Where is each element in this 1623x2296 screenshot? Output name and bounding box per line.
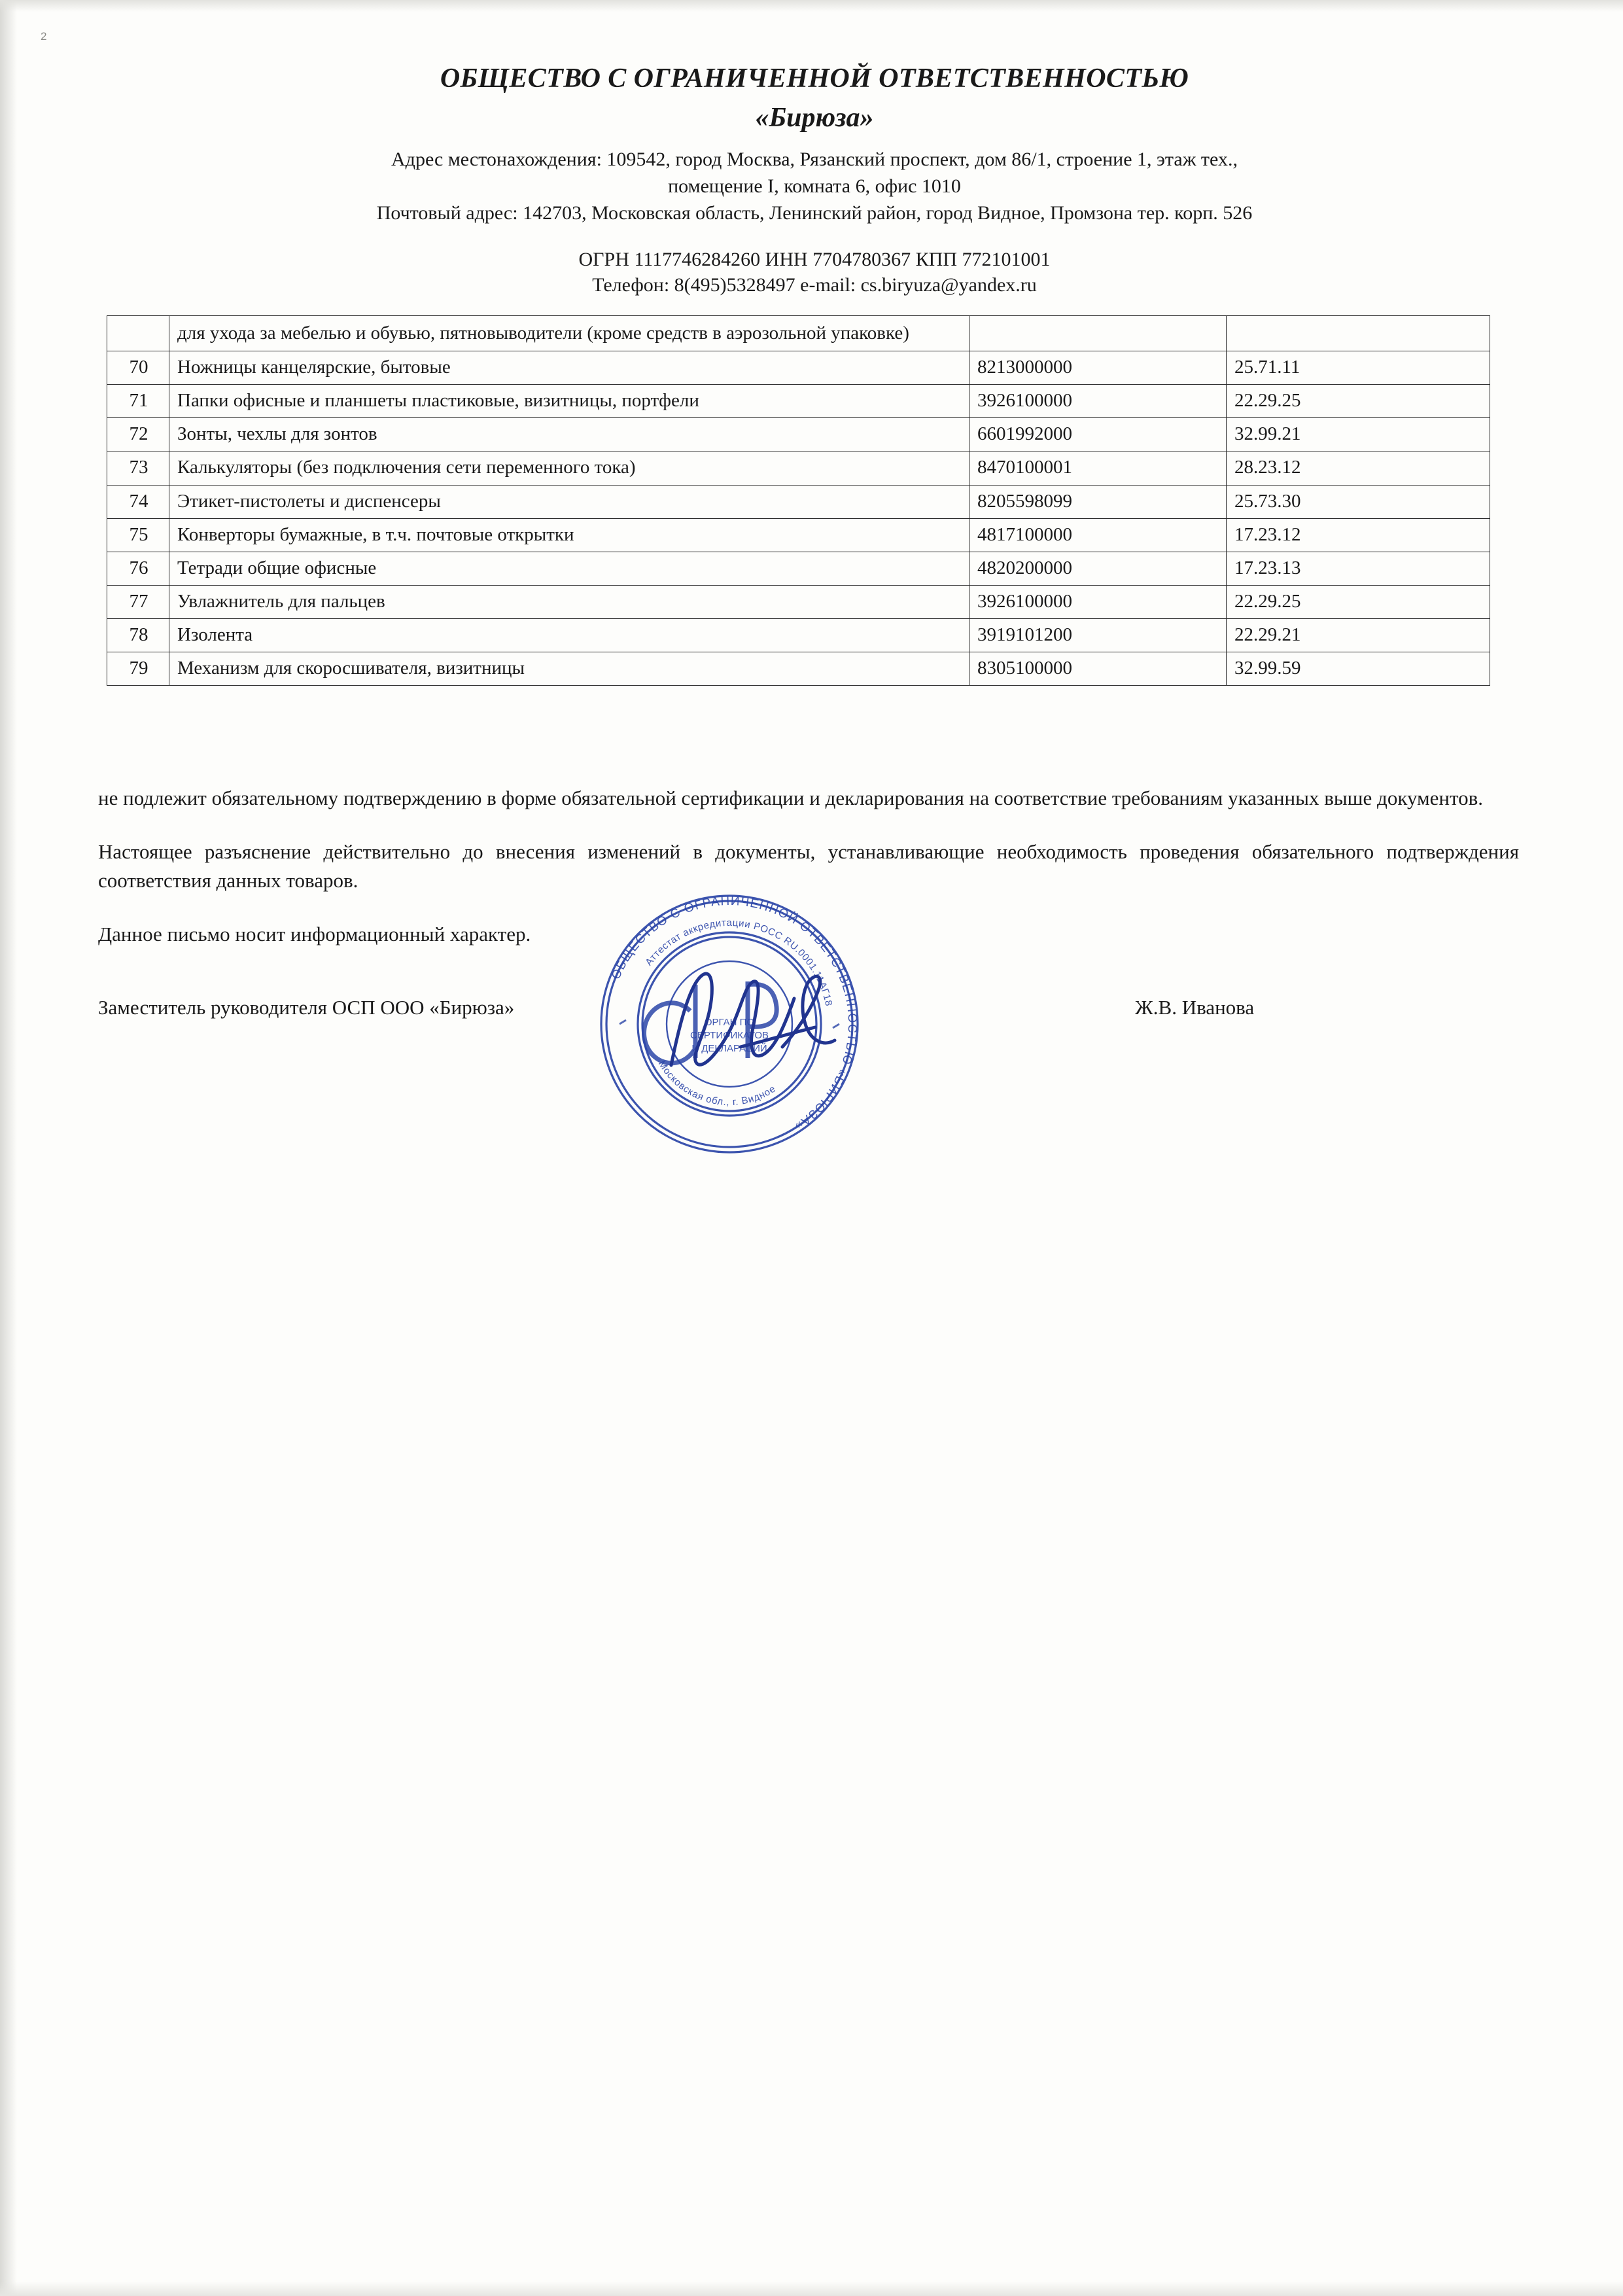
paragraph-3: Данное письмо носит информационный характер. xyxy=(98,923,531,946)
cell-name: для ухода за мебелью и обувью, пятновыводители (кроме средств в аэрозольной упаковке) xyxy=(169,315,969,351)
table-row xyxy=(107,518,1490,552)
cell-okpd: 22.29.21 xyxy=(1227,618,1490,652)
cell-number xyxy=(107,315,169,351)
cell-number: 77 xyxy=(107,585,169,618)
body-text xyxy=(98,784,1531,949)
goods-table-body xyxy=(107,315,1490,685)
cell-code: 8305100000 xyxy=(969,652,1227,686)
cell-okpd: 17.23.13 xyxy=(1227,552,1490,585)
cell-name: Папки офисные и планшеты пластиковые, визитницы, портфели xyxy=(169,385,969,418)
cell-code: 8205598099 xyxy=(969,485,1227,518)
address-line-2: помещение I, комната 6, офис 1010 xyxy=(668,175,961,197)
signatory-name: Ж.В. Иванова xyxy=(1135,996,1255,1019)
cell-okpd: 25.71.11 xyxy=(1227,351,1490,385)
contact-details: Телефон: 8(495)5328497 e-mail: cs.biryuza@yandex.ru xyxy=(592,274,1037,296)
company-registration xyxy=(98,247,1531,298)
cell-code: 3919101200 xyxy=(969,618,1227,652)
svg-text:Московская обл., г. Видное xyxy=(656,1059,778,1108)
stamp-bottom-text: Московская обл., г. Видное xyxy=(655,1058,778,1108)
cell-number: 73 xyxy=(107,451,169,485)
cell-okpd: 25.73.30 xyxy=(1227,485,1490,518)
scan-artifact-mark: 2 xyxy=(41,30,47,43)
address-line-1: Адрес местонахождения: 109542, город Москва, Рязанский проспект, дом 86/1, строение 1, этаж тех., xyxy=(391,148,1238,170)
cell-okpd: 17.23.12 xyxy=(1227,518,1490,552)
cell-number: 70 xyxy=(107,351,169,385)
cell-name: Зонты, чехлы для зонтов xyxy=(169,418,969,451)
company-type: ОБЩЕСТВО С ОГРАНИЧЕННОЙ ОТВЕТСТВЕННОСТЬЮ xyxy=(440,63,1189,94)
cell-name: Конверторы бумажные, в т.ч. почтовые открытки xyxy=(169,518,969,552)
cell-code: 6601992000 xyxy=(969,418,1227,451)
cell-okpd xyxy=(1227,315,1490,351)
cell-okpd: 32.99.21 xyxy=(1227,418,1490,451)
table-row xyxy=(107,418,1490,451)
document-content xyxy=(98,62,1531,1042)
table-row xyxy=(107,585,1490,618)
cell-name: Механизм для скоросшивателя, визитницы xyxy=(169,652,969,686)
stamp-center-line-3: И ДЕКЛАРАЦИЙ xyxy=(691,1043,767,1054)
cell-name: Калькуляторы (без подключения сети переменного тока) xyxy=(169,451,969,485)
cell-code: 4820200000 xyxy=(969,552,1227,585)
cell-code: 3926100000 xyxy=(969,385,1227,418)
table-row xyxy=(107,618,1490,652)
table-row xyxy=(107,552,1490,585)
cell-number: 76 xyxy=(107,552,169,585)
stamp-center-line-1: ОРГАН ПО xyxy=(704,1017,755,1028)
paragraph-1: не подлежит обязательному подтверждению в форме обязательной сертификации и декларирования на соответствие требованиям указанных выше документов. xyxy=(98,786,1484,810)
cell-code: 8470100001 xyxy=(969,451,1227,485)
letterhead xyxy=(98,62,1531,298)
cell-name: Тетради общие офисные xyxy=(169,552,969,585)
signatory-position: Заместитель руководителя ОСП ООО «Бирюза» xyxy=(98,996,515,1019)
table-row xyxy=(107,451,1490,485)
cell-number: 74 xyxy=(107,485,169,518)
scan-edge-shadow-bottom xyxy=(0,2282,1623,2296)
table-row xyxy=(107,385,1490,418)
cell-code xyxy=(969,315,1227,351)
scan-edge-shadow-top xyxy=(0,0,1623,12)
cell-number: 79 xyxy=(107,652,169,686)
stamp-outer-text: ОБЩЕСТВО С ОГРАНИЧЕННОЙ ОТВЕТСТВЕННОСТЬЮ «БИРЮЗА» xyxy=(608,894,860,1134)
scan-edge-shadow-left xyxy=(0,0,17,2296)
cell-number: 78 xyxy=(107,618,169,652)
cell-name: Изолента xyxy=(169,618,969,652)
cell-name: Этикет-пистолеты и диспенсеры xyxy=(169,485,969,518)
registration-numbers: ОГРН 1117746284260 ИНН 7704780367 КПП 772101001 xyxy=(578,248,1051,270)
cell-okpd: 22.29.25 xyxy=(1227,585,1490,618)
company-name: «Бирюза» xyxy=(755,103,874,133)
table-row xyxy=(107,485,1490,518)
cell-number: 71 xyxy=(107,385,169,418)
table-row xyxy=(107,351,1490,385)
cell-name: Увлажнитель для пальцев xyxy=(169,585,969,618)
cell-code: 4817100000 xyxy=(969,518,1227,552)
cell-number: 72 xyxy=(107,418,169,451)
cell-name: Ножницы канцелярские, бытовые xyxy=(169,351,969,385)
table-row xyxy=(107,315,1490,351)
company-address xyxy=(98,147,1531,226)
cell-okpd: 32.99.59 xyxy=(1227,652,1490,686)
signature-block xyxy=(98,996,1531,1042)
goods-table xyxy=(107,315,1490,686)
cell-number: 75 xyxy=(107,518,169,552)
cell-okpd: 22.29.25 xyxy=(1227,385,1490,418)
table-row xyxy=(107,652,1490,686)
cell-okpd: 28.23.12 xyxy=(1227,451,1490,485)
address-line-3: Почтовый адрес: 142703, Московская область, Ленинский район, город Видное, Промзона тер. корп. 526 xyxy=(376,202,1253,224)
cell-code: 8213000000 xyxy=(969,351,1227,385)
cell-code: 3926100000 xyxy=(969,585,1227,618)
paragraph-2: Настоящее разъяснение действительно до внесения изменений в документы, устанавливающие необходимость проведения обязательного подтверждения соответствия данных товаров. xyxy=(98,840,1519,892)
stamp-inner-text: Аттестат аккредитации РОСС RU.0001.11АГ18 xyxy=(643,917,835,1008)
stamp-center-line-2: СЕРТИФИКАТОВ xyxy=(689,1030,769,1041)
